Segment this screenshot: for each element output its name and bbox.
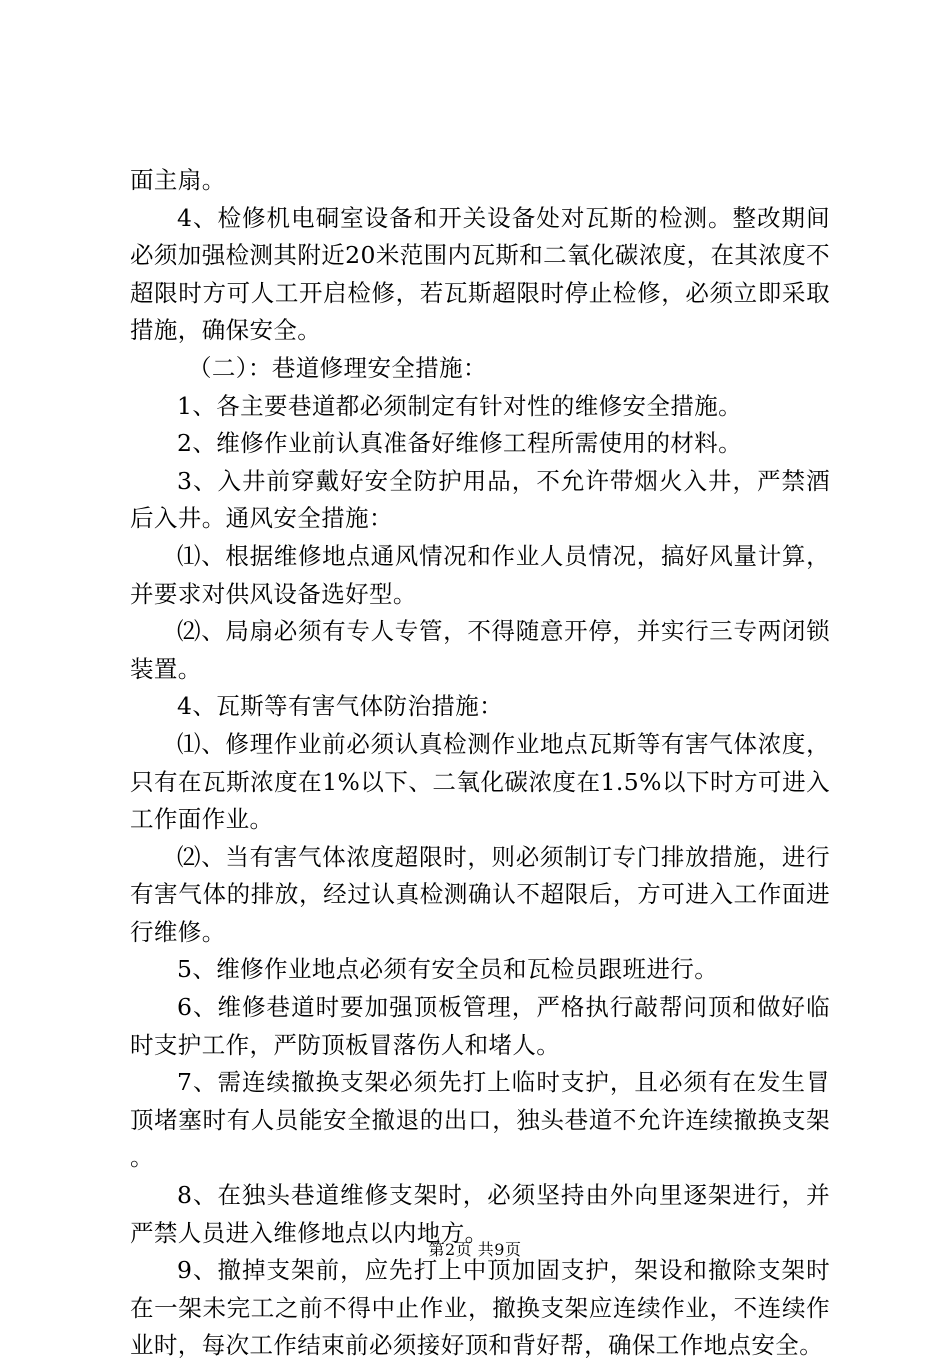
paragraph: 8、在独头巷道维修支架时，必须坚持由外向里逐架进行，并严禁人员进入维修地点以内地方。 bbox=[130, 1181, 830, 1247]
section-heading: （二）：巷道修理安全措施： bbox=[188, 353, 487, 382]
paragraph: 4、检修机电硐室设备和开关设备处对瓦斯的检测。整改期间必须加强检测其附近20米范围内瓦斯和二氧化碳浓度，在其浓度不超限时方可人工开启检修，若瓦斯超限时停止检修，必须立即采取措施，确保安全。 bbox=[130, 203, 830, 345]
paragraph: 5、维修作业地点必须有安全员和瓦检员跟班进行。 bbox=[177, 955, 719, 984]
paragraph: ⑵、局扇必须有专人专管，不得随意开停，并实行三专两闭锁装置。 bbox=[130, 617, 830, 683]
paragraph: 1、各主要巷道都必须制定有针对性的维修安全措施。 bbox=[177, 391, 743, 420]
paragraph: 9、撤掉支架前，应先打上中顶加固支护，架设和撤除支架时在一架未完工之前不得中止作业，撤换支架应连续作业，不连续作业时，每次工作结束前必须接好顶和背好帮，确保工作地点安全。 bbox=[130, 1256, 830, 1360]
paragraph: ⑴、根据维修地点通风情况和作业人员情况，搞好风量计算，并要求对供风设备选好型。 bbox=[130, 541, 830, 608]
paragraph: 2、维修作业前认真准备好维修工程所需使用的材料。 bbox=[177, 429, 743, 458]
paragraph: 3、入井前穿戴好安全防护用品，不允许带烟火入井，严禁酒后入井。通风安全措施： bbox=[130, 466, 830, 533]
paragraph: ⑴、修理作业前必须认真检测作业地点瓦斯等有害气体浓度，只有在瓦斯浓度在1%以下、二氧化碳浓度在1.5%以下时方可进入工作面作业。 bbox=[130, 729, 830, 834]
paragraph: 4、瓦斯等有害气体防治措施： bbox=[177, 692, 504, 721]
paragraph: 7、需连续撤换支架必须先打上临时支护，且必须有在发生冒顶堵塞时有人员能安全撤退的出口，独头巷道不允许连续撤换支架。 bbox=[130, 1068, 830, 1172]
page-footer: 第2页 共9页 bbox=[428, 1240, 522, 1259]
document-body bbox=[130, 162, 830, 1365]
paragraph: 6、维修巷道时要加强顶板管理，严格执行敲帮问顶和做好临时支护工作，严防顶板冒落伤人和堵人。 bbox=[130, 993, 830, 1059]
paragraph: ⑵、当有害气体浓度超限时，则必须制订专门排放措施，进行有害气体的排放，经过认真检测确认不超限后，方可进入工作面进行维修。 bbox=[130, 842, 830, 946]
paragraph: 面主扇。 bbox=[130, 166, 226, 194]
